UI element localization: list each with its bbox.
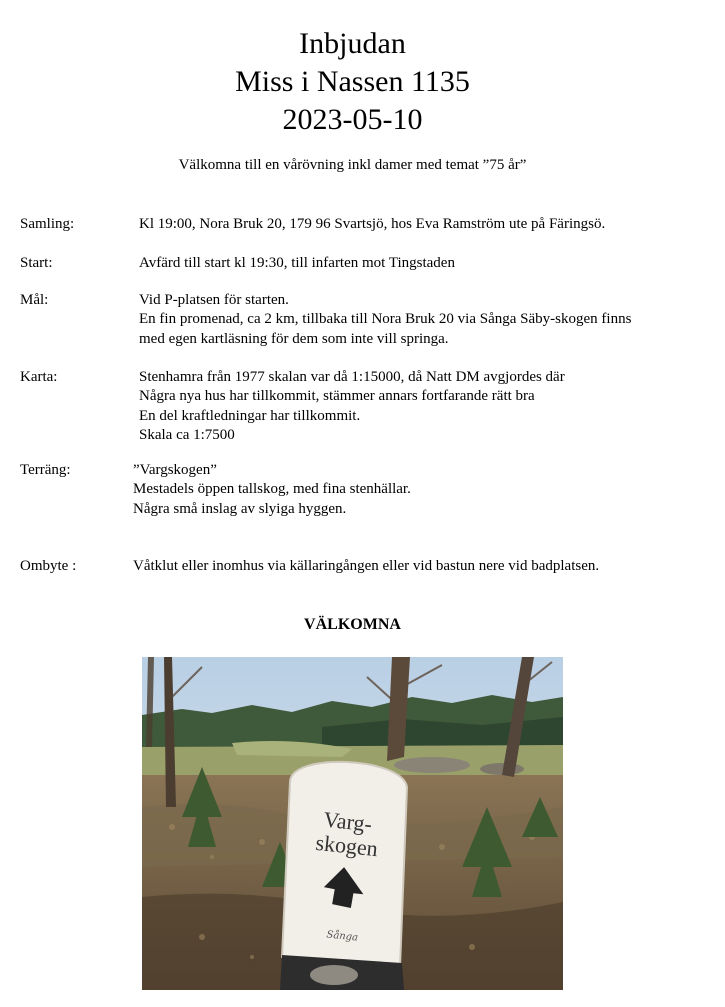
section-label-karta: Karta: — [20, 369, 58, 385]
sign-text-1: Varg- — [322, 806, 374, 837]
section-body-terrang — [133, 461, 411, 519]
section-line: Några små inslag av slyiga hyggen. — [133, 500, 347, 517]
section-line: Avfärd till start kl 19:30, till infarten mot Tingstaden — [139, 255, 455, 271]
section-label-start: Start: — [20, 255, 53, 271]
title-line-3: 2023-05-10 — [282, 103, 423, 136]
section-line: Stenhamra från 1977 skalan var då 1:15000, då Natt DM avgjordes där — [139, 369, 565, 385]
section-line: En del kraftledningar har tillkommit. — [139, 407, 361, 424]
section-label-ombyte: Ombyte : — [20, 558, 77, 574]
forest-photo — [142, 657, 563, 990]
welcome-heading: VÄLKOMNA — [304, 616, 401, 633]
section-line: ”Vargskogen” — [133, 462, 217, 478]
sign-script: Sånga — [325, 929, 359, 944]
section-line: Några nya hus har tillkommit, stämmer annars fortfarande rätt bra — [139, 388, 535, 405]
title-line-2: Miss i Nassen 1135 — [235, 65, 470, 98]
section-line: Skala ca 1:7500 — [139, 426, 235, 443]
sign-text-2: skogen — [314, 829, 380, 862]
section-line: Vid P-platsen för starten. — [139, 292, 289, 308]
section-label-samling: Samling: — [20, 216, 75, 232]
section-body-start — [139, 254, 455, 273]
section-line: med egen kartläsning för dem som inte vill springa. — [139, 330, 449, 347]
title-line-1: Inbjudan — [299, 27, 406, 60]
section-label-mal: Mål: — [20, 292, 49, 308]
section-body-karta — [139, 368, 565, 445]
section-line: Våtklut eller inomhus via källaringången eller vid bastun nere vid badplatsen. — [133, 558, 600, 574]
section-line: Mestadels öppen tallskog, med fina stenhällar. — [133, 481, 411, 498]
section-line: En fin promenad, ca 2 km, tillbaka till Nora Bruk 20 via Sånga Säby-skogen finns — [139, 311, 632, 328]
section-body-samling — [139, 215, 605, 234]
section-label-terrang: Terräng: — [20, 462, 71, 478]
intro-text: Välkomna till en vårövning inkl damer med temat ”75 år” — [178, 157, 527, 173]
section-body-mal — [139, 291, 631, 349]
section-body-ombyte — [133, 557, 599, 576]
section-line: Kl 19:00, Nora Bruk 20, 179 96 Svartsjö, hos Eva Ramström ute på Färingsö. — [139, 216, 606, 232]
